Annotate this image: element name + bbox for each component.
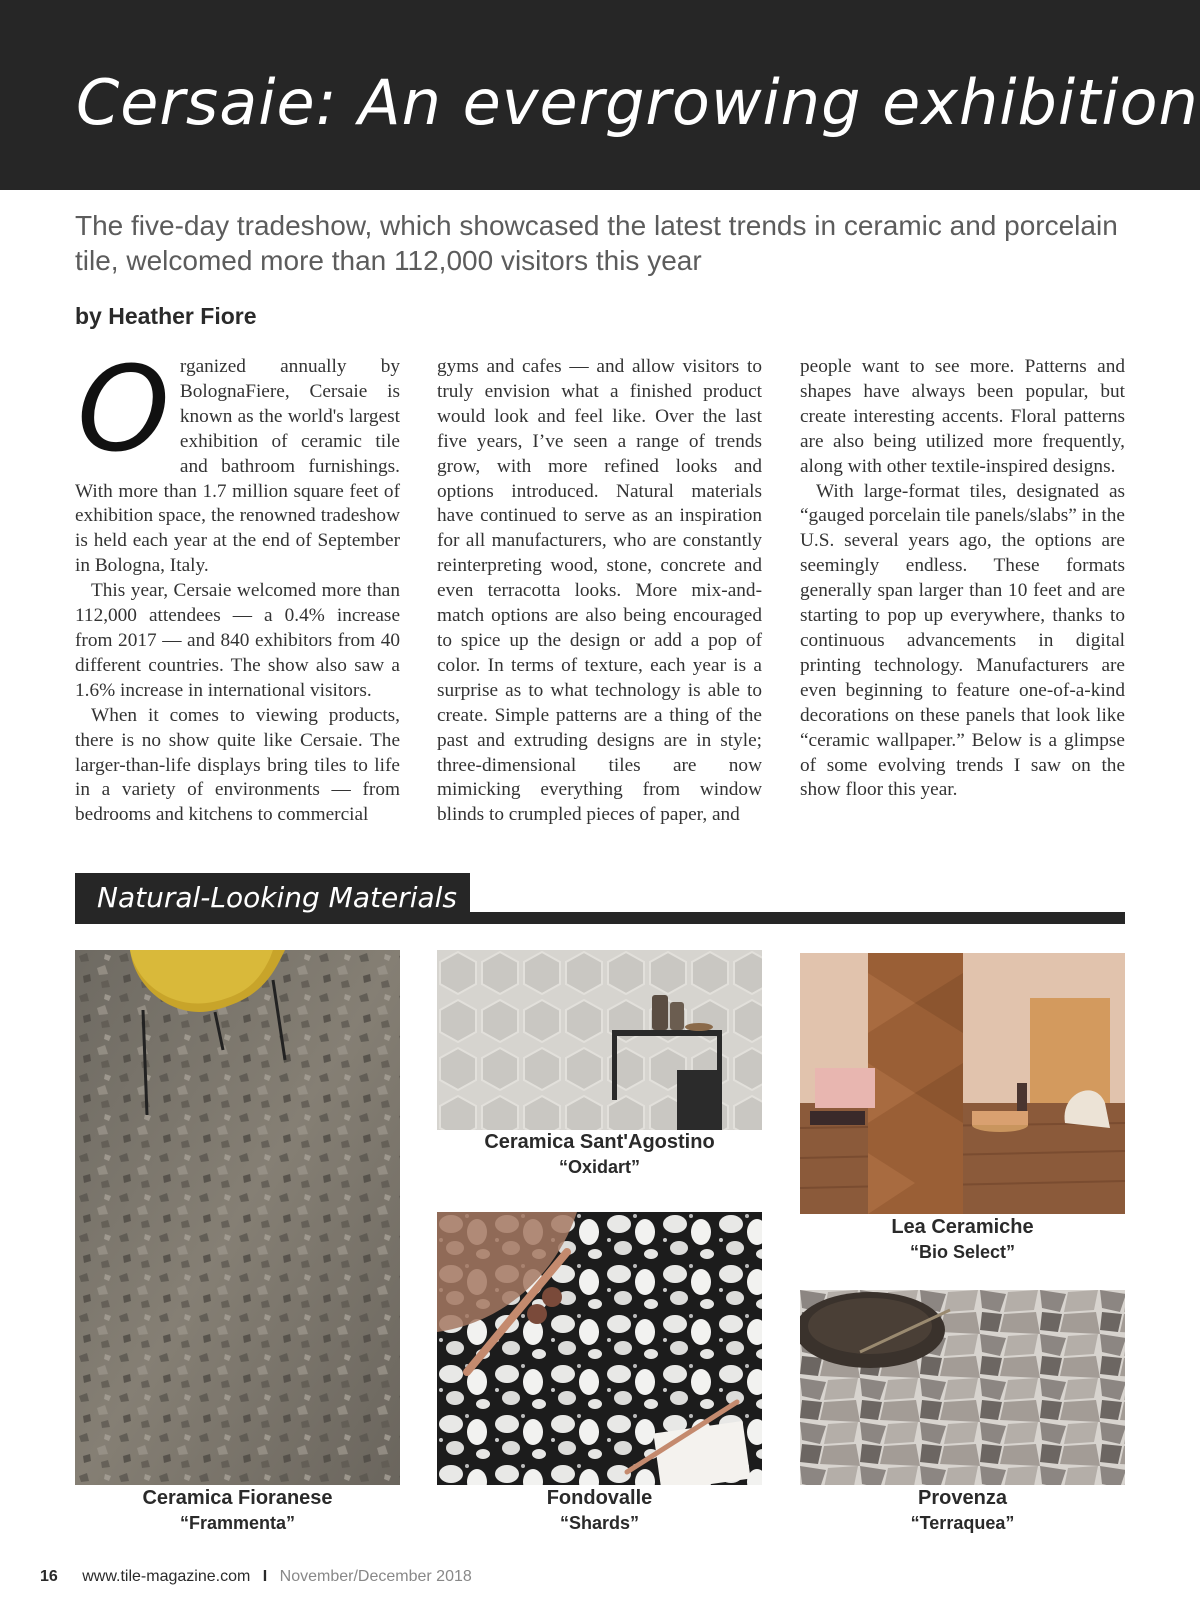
product-brand: Lea Ceramiche [891,1216,1034,1238]
article-paragraph: When it comes to viewing products, there is no show quite like Cersaie. The larger-than-life displays bring tiles to life in a variety of environments — from bedrooms and kitchens to commercial [75,704,400,826]
article-paragraph: With large-format tiles, designated as “gauged porcelain tile panels/slabs” in the U.S. several years ago, the options are seemingly endless. These formats generally span larger than 10 feet and are starting to pop up everywhere, thanks to continuous advancements in digital printing technology. Manufacturers are even beginning to feature one-of-a-kind decorations on these panels that look like “ceramic wallpaper.” Below is a glimpse of some evolving trends I saw on the show floor this year. [800,480,1125,801]
page-number: 16 [40,1568,58,1585]
page-footer [40,1568,472,1586]
article-paragraph: Organized annually by BolognaFiere, Cersaie is known as the world's largest exhibition of ceramic tile and bathroom furnishings. With more than 1.7 million square feet of exhibition space, the renowned tradeshow is held each year at the end of September in Bologna, Italy. [75,340,400,577]
footer-separator: I [262,1568,268,1585]
article-subtitle: The five-day tradeshow, which showcased the latest trends in ceramic and porcelain tile, welcomed more than 112,000 visitors this year [75,210,1118,276]
issue-date: November/December 2018 [279,1568,472,1585]
article-column-3 [800,355,1125,803]
section-title: Natural-Looking Materials [97,881,457,914]
product-photo-shards [437,1212,762,1485]
article-paragraph: people want to see more. Patterns and shapes have always been popular, but create interesting accents. Floral patterns are also being utilized more frequently, along with other textile-inspired designs. [800,356,1125,477]
article-column-2 [437,355,762,828]
page-title: Cersaie: An evergrowing exhibition [76,66,1199,139]
product-name: “Bio Select” [909,1242,1016,1262]
product-brand: Fondovalle [546,1487,653,1509]
product-photo-bio-select [800,953,1125,1214]
product-photo-oxidart [437,950,762,1130]
article-paragraph: This year, Cersaie welcomed more than 112,000 attendees — a 0.4% increase from 2017 — and 840 exhibitors from 40 different countries. The show also saw a 1.6% increase in international visitors. [75,580,400,701]
product-name: “Frammenta” [179,1513,296,1533]
website-link[interactable]: www.tile-magazine.com [82,1568,251,1585]
article-column-1 [75,340,400,828]
section-rule [470,912,1125,924]
byline: by Heather Fiore [75,303,257,329]
article-paragraph: gyms and cafes — and allow visitors to truly envision what a finished product would look and feel like. Over the last five years, I’ve seen a range of trends grow, with more refined looks and options introduced. Natural materials have continued to serve as an inspiration for all manufacturers, who are constantly reinterpreting wood, stone, concrete and even terracotta looks. More mix-and-match options are also being encouraged to spice up the design or add a pop of color. In terms of texture, each year is a surprise as to what technology is able to create. Simple patterns are a thing of the past and extruding designs are in style; three-dimensional tiles are now mimicking everything from window blinds to crumpled pieces of paper, and [437,356,762,826]
product-photo-terraquea [800,1290,1125,1485]
product-name: “Terraquea” [910,1513,1015,1533]
product-name: “Oxidart” [558,1157,641,1177]
product-brand: Ceramica Sant'Agostino [484,1131,715,1153]
product-name: “Shards” [559,1513,640,1533]
product-photo-frammenta [75,950,400,1485]
drop-cap: O [77,340,170,478]
product-brand: Provenza [918,1487,1007,1509]
product-brand: Ceramica Fioranese [142,1487,333,1509]
